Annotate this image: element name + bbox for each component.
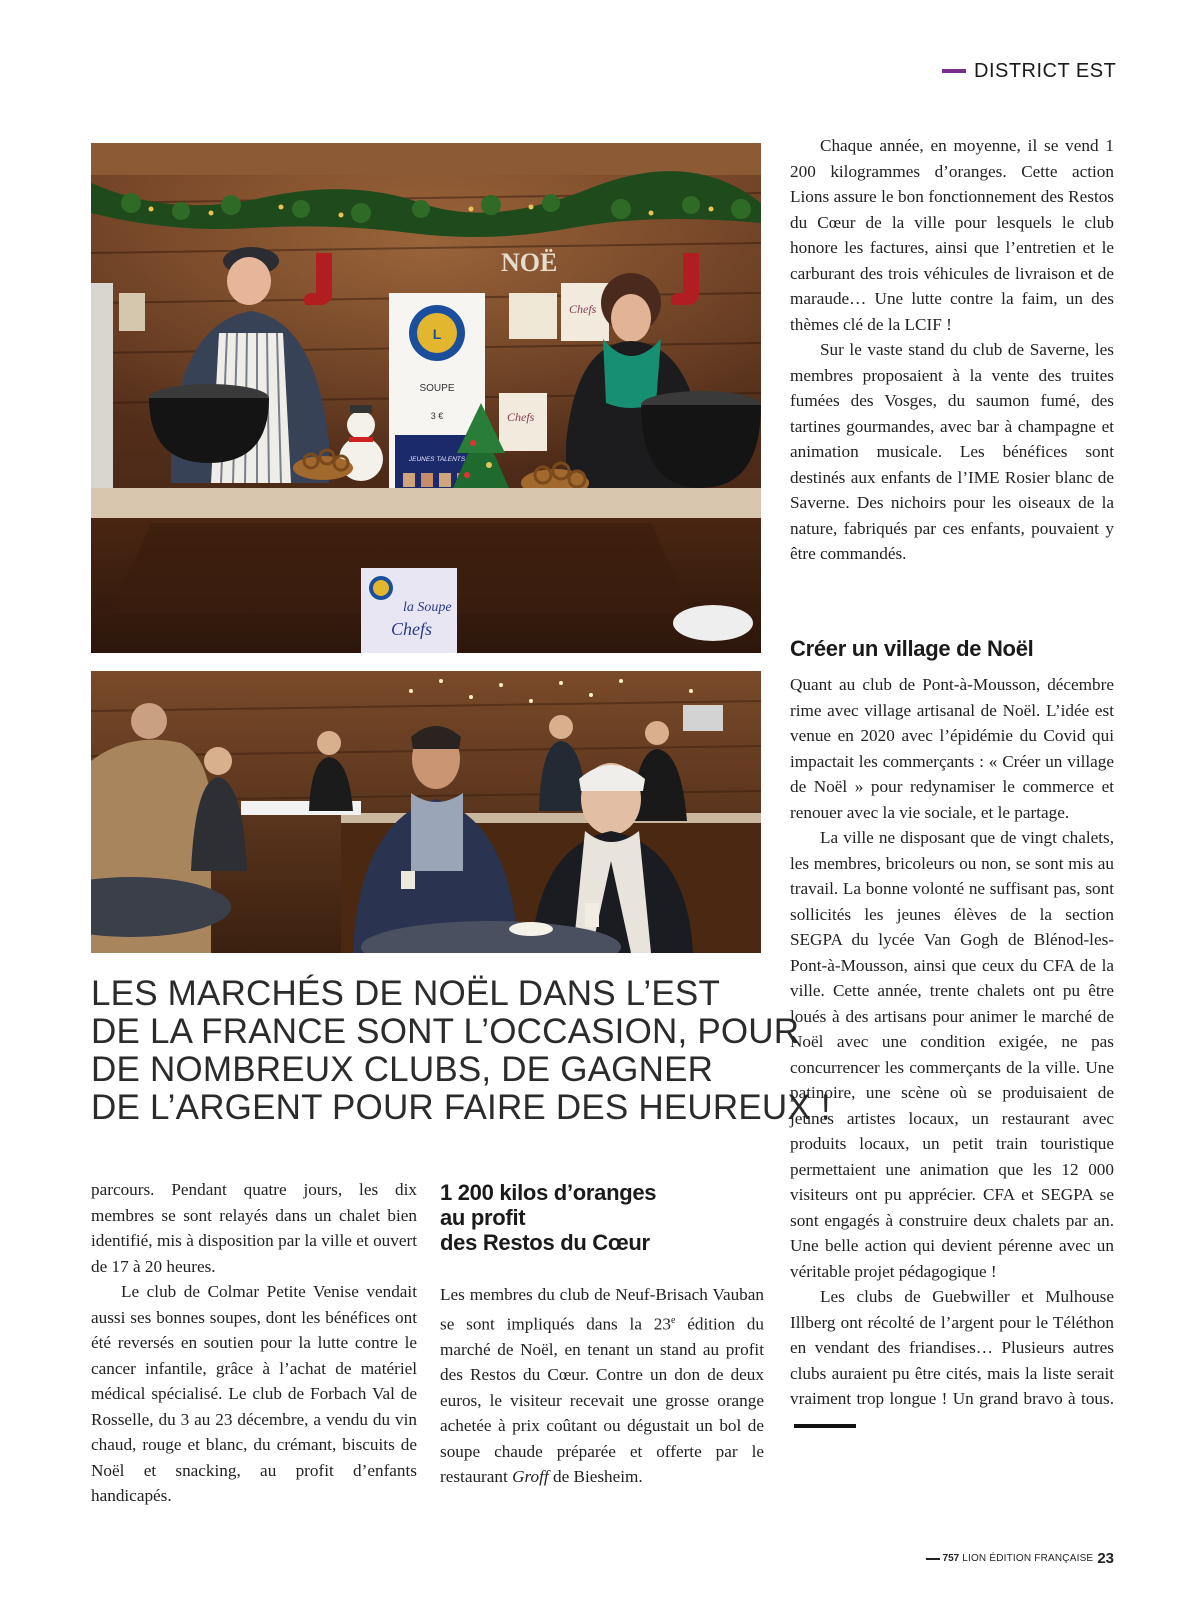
paragraph: Chaque année, en moyenne, il se vend 1 200 kilogrammes d’oranges. Cette action Lions assure le bon fonctionnement des Restos du Cœur de la ville pour lesquels le club honore les factures, ainsi que l’entretien et le carburant des trois véhicules de livraison et de maraude… Une lutte contre la faim, un des thèmes clé de la LCIF ! (790, 136, 1114, 334)
paragraph (790, 1284, 1114, 1437)
sign-soupe: SOUPE (419, 383, 455, 394)
paragraph: Quant au club de Pont-à-Mousson, décembre rime avec village artisanal de Noël. L’idée est venue en 2020 avec l’épidémie du Covid qui impactait les commerçants : « Créer un village de Noël » pour redynamiser le commerce et renouer avec la vie sociale, et le partage. (790, 675, 1114, 822)
section-tag (942, 58, 1116, 84)
text-run: de Biesheim. (548, 1467, 643, 1487)
banner-la-soupe: la Soupe (403, 600, 452, 615)
end-of-article-mark (794, 1424, 856, 1428)
banner-chefs: Chefs (391, 619, 433, 639)
headline-line: DE L’ARGENT POUR FAIRE DES HEUREUX ! (91, 1088, 831, 1127)
magazine-name: LION ÉDITION FRANÇAISE (962, 1553, 1094, 1564)
footer-dash (926, 1558, 940, 1560)
subheading-line: au profit (440, 1205, 526, 1230)
restaurant-name: Groff (512, 1467, 549, 1487)
svg-text:L: L (432, 326, 442, 342)
article-column-right-top (790, 133, 1114, 567)
subheading-village: Créer un village de Noël (790, 636, 1034, 661)
headline-line: DE NOMBREUX CLUBS, DE GAGNER (91, 1050, 714, 1089)
text-run: Les membres du club de Neuf-Brisach Vauban se sont impliqués dans la 23 (440, 1285, 764, 1334)
svg-text:Chefs: Chefs (507, 410, 535, 424)
section-title: DISTRICT EST (974, 59, 1117, 82)
issue-number: 757 (942, 1553, 960, 1564)
paragraph (440, 1282, 764, 1490)
pull-headline (91, 974, 831, 1127)
photo-soup-stand (91, 143, 761, 653)
article-column-middle (440, 1282, 764, 1490)
paragraph: parcours. Pendant quatre jours, les dix membres se sont relayés dans un chalet bien identifié, mis à disposition par la ville et ouvert de 17 à 20 heures. (91, 1180, 417, 1276)
noel-wall-letters: NOË (501, 248, 558, 277)
paragraph: La ville ne disposant que de vingt chalets, les membres, bricoleurs ou non, se sont mis au travail. La bonne volonté ne suffisant pas, sont sollicités les jeunes élèves de la section SEGPA du lycée Van Gogh de Blénod-les-Pont-à-Mousson, ainsi que ceux du CFA de la ville. Cette année, trente chalets ont pu être loués à des artisans pour animer le marché de Noël avec une condition exigée, ne pas concurrencer les commerçants de la ville. Une patinoire, une scène où se produisaient de jeunes artistes locaux, un restaurant avec produits locaux, un petit train touristique permettaient une animation que les 12 000 visiteurs ont pu apprécier. CFA et SEGPA se sont engagés à construire deux chalets par an. Une belle action qui devient pérenne avec un véritable projet pédagogique ! (790, 828, 1114, 1281)
paragraph: Sur le vaste stand du club de Saverne, les membres proposaient à la vente des truites fumées des Vosges, du saumon fumé, des tartines gourmandes, avec bar à champagne et animation musicale. Les bénéfices sont destinés aux enfants de l’IME Rosier blanc de Saverne. Des nichoirs pour les oiseaux de la nature, fabriqués par ces enfants, pouvaient y être commandés. (790, 340, 1114, 563)
section-tag-bar (942, 69, 966, 73)
article-column-left (91, 1177, 417, 1509)
page-footer (926, 1550, 1114, 1567)
article-column-right-bottom (790, 672, 1114, 1437)
poster-talents: JEUNES TALENTS (408, 456, 466, 463)
superscript: e (670, 1314, 676, 1326)
text-run: Les clubs de Guebwiller et Mulhouse Illberg ont récolté de l’argent pour le Téléthon en vendant des friandises… Plusieurs autres clubs auraient pu être cités, mais la liste serait vraiment trop longue ! Un grand bravo à tous. (790, 1287, 1114, 1408)
paragraph: Le club de Colmar Petite Venise vendait aussi ses bonnes soupes, dont les bénéfices ont été reversés en soutien pour la lutte contre le cancer infantile, grâce à l’achat de matériel médical spécialisé. Le club de Forbach Val de Rosselle, du 3 au 23 décembre, a vendu du vin chaud, rouge et blanc, du crémant, biscuits de Noël et snacking, au profit d’enfants handicapés. (91, 1282, 417, 1505)
headline-line: DE LA FRANCE SONT L’OCCASION, POUR (91, 1012, 800, 1051)
page-number: 23 (1097, 1550, 1114, 1567)
text-run: édition du marché de Noël, en tenant un stand au profit des Restos du Cœur. Contre un don de deux euros, le visiteur recevait une grosse orange achetée à prix coûtant ou dégustait un bol de soupe chaude préparée et offerte par le restaurant (440, 1314, 764, 1487)
photo-market-visitors (91, 671, 761, 953)
subheading-oranges (440, 1180, 740, 1255)
subheading-line: 1 200 kilos d’oranges (440, 1180, 657, 1205)
headline-line: LES MARCHÉS DE NOËL DANS L’EST (91, 974, 721, 1013)
sign-price: 3 € (430, 411, 444, 421)
svg-text:Chefs: Chefs (569, 302, 597, 316)
subheading-line: des Restos du Cœur (440, 1230, 650, 1255)
